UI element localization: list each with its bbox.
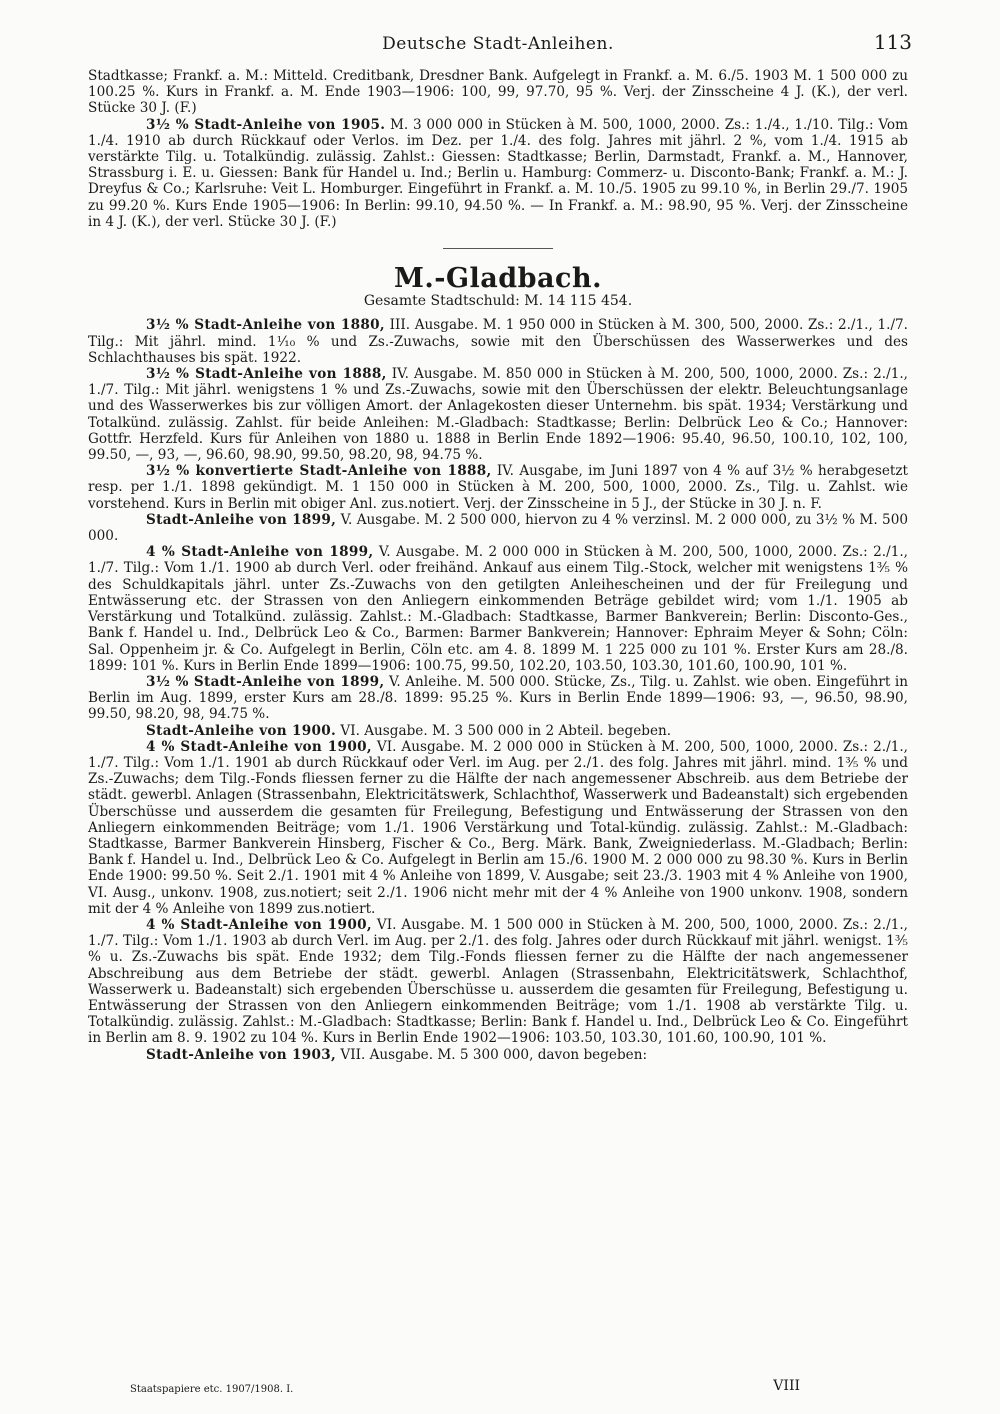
body-text — [88, 68, 908, 1063]
total-debt: Gesamte Stadtschuld: M. 14 115 454. — [363, 293, 633, 310]
loan-1905-title: 3½ % Stadt-Anleihe von 1905. — [146, 116, 386, 133]
loan-1905-paragraph — [88, 117, 908, 230]
loan-text: VI. Ausgabe. M. 2 000 000 in Stücken à M. 200, 500, 1000, 2000. Zs.: 2./1., 1./7. Tilg.: Vom 1./1. 1901 ab durch Rückkauf oder Verl. im Aug. per 2./1. des folg. Jahres mit jährl. mind. 1³⁄₅ % und Zs.-Zuwachs; dem Tilg.-Fonds fliessen ferner zu die Hälfte der nach angemessener Abschreib. aus dem Betriebe der städt. gewerbl. Anlagen (Strassenbahn, Elektricitätswerk, Schlachthof, Wasserwerk und Badeanstalt) sich ergebenden Überschüsse und ausserdem die gesamten für Freilegung, Befestigung und Entwässerung der Strassen von den Anliegern einkommenden Beiträge; vom 1./1. 1906 Verstärkung und Total-kündig. zulässig. Zahlst.: M.-Gladbach: Stadtkasse, Barmer Bankverein Hinsberg, Fischer & Co., Berg. Märk. Bank, Zweigniederlass. M.-Gladbach; Berlin: Bank f. Handel u. Ind., Delbrück Leo & Co. Aufgelegt in Berlin am 15./6. 1900 M. 2 000 000 zu 98.30 %. Kurs in Berlin Ende 1900: 99.50 %. Seit 2./1. 1901 mit 4 % Anleihe von 1899, V. Ausgabe; seit 23./3. 1903 mit 4 % Anleihe von 1900, VI. Ausg., unkonv. 1908, zus.notiert; seit 2./1. 1906 nicht mehr mit der 4 % Anleihe von 1900 unkonv. 1908, sondern mit der 4 % Anleihe von 1899 zus.notiert. — [88, 738, 908, 917]
city-heading: M.-Gladbach. — [393, 263, 603, 295]
loan-title: Stadt-Anleihe von 1900. — [146, 722, 337, 739]
loan-paragraph — [88, 674, 908, 723]
loan-title: 3½ % Stadt-Anleihe von 1880, — [146, 317, 385, 334]
loan-text: VI. Ausgabe. M. 3 500 000 in 2 Abteil. begeben. — [340, 722, 672, 739]
loan-paragraph — [88, 739, 908, 917]
loan-title: 4 % Stadt-Anleihe von 1899, — [146, 544, 374, 561]
loan-paragraph — [88, 463, 908, 512]
page-number: 113 — [873, 30, 912, 54]
loan-text: V. Ausgabe. M. 2 500 000, hiervon zu 4 % verzinsl. M. 2 000 000, zu 3½ % M. 500 000. — [88, 511, 908, 545]
loan-title: 3½ % Stadt-Anleihe von 1899, — [146, 673, 385, 690]
loan-paragraph — [88, 917, 908, 1047]
loan-text: IV. Ausgabe, im Juni 1897 von 4 % auf 3½ % herabgesetzt resp. per 1./1. 1898 gekündigt. M. 1 150 000 in Stücken à M. 200, 500, 1000, 2000. Zs., Tilg. u. Zahlst. wie vorstehend. Kurs in Berlin mit obiger Anl. zus.notiert. Verj. der Zinsscheine in 5 J., der Stücke in 30 J. n. F. — [88, 463, 909, 512]
loan-text: V. Ausgabe. M. 2 000 000 in Stücken à M. 200, 500, 1000, 2000. Zs.: 2./1., 1./7. Tilg.: Vom 1./1. 1900 ab durch Verl. oder freihänd. Ankauf aus einem Tilg.-Stock, welcher mit wenigstens 1³⁄₅ % des Schuldkapitals jährl. unter Zs.-Zuwachs von den getilgten Anleihescheinen und der für Freilegung und Entwässerung etc. der Strassen von den Anliegern einkommenden Beträge gebildet wird; vom 1./1. 1905 ab Verstärkung und Totalkünd. zulässig. Zahlst.: M.-Gladbach: Stadtkasse, Barmer Bankverein; Berlin: Disconto-Ges., Bank f. Handel u. Ind., Delbrück Leo & Co., Barmen: Barmer Bankverein; Hannover: Ephraim Meyer & Sohn; Cöln: Sal. Oppenheim jr. & Co. Aufgelegt in Berlin, Cöln etc. am 4. 8. 1899 M. 1 225 000 zu 101 %. Erster Kurs am 28./8. 1899: 101 %. Kurs in Berlin Ende 1899—1906: 100.75, 99.50, 102.20, 103.50, 103.30, 101.60, 100.90, 101 %. — [88, 544, 908, 674]
section-divider — [443, 248, 553, 249]
loan-paragraph — [88, 512, 908, 544]
loan-text: IV. Ausgabe. M. 850 000 in Stücken à M. 200, 500, 1000, 2000. Zs.: 2./1., 1./7. Tilg.: Mit jährl. wenigstens 1 % und Zs.-Zuwachs, sowie mit den Überschüssen der elektr. Beleuchtungsanlage und des Wasserwerkes bis zur völligen Amort. der Anlagekosten dieser Unternehm. bis spät. 1934; Verstärkung und Totalkünd. zulässig. Zahlst. für beide Anleihen: M.-Gladbach: Stadtkasse; Berlin: Delbrück Leo & Co.; Hannover: Gottfr. Herzfeld. Kurs für Anleihen von 1880 u. 1888 in Berlin Ende 1892—1906: 95.40, 96.50, 100.10, 102, 100, 99.50, —, 93, —, 96.60, 98.90, 99.50, 98.20, 98, 94.75 %. — [88, 366, 909, 464]
loan-paragraph — [88, 544, 908, 674]
loan-title: Stadt-Anleihe von 1899, — [146, 511, 337, 528]
signature-mark: VIII — [773, 1378, 800, 1394]
loan-text: III. Ausgabe. M. 1 950 000 in Stücken à M. 300, 500, 2000. Zs.: 2./1., 1./7. Tilg.: Mit jährl. mind. 1¹⁄₁₀ % und Zs.-Zuwachs, sowie mit den Überschüssen des Wasserwerkes und des Schlachthauses bis spät. 1922. — [88, 317, 908, 366]
loan-title: 3½ % konvertierte Stadt-Anleihe von 1888, — [146, 463, 492, 480]
loan-1905-text: M. 3 000 000 in Stücken à M. 500, 1000, 2000. Zs.: 1./4., 1./10. Tilg.: Vom 1./4. 1910 ab durch Rückkauf oder Verlos. im Dez. per 1./4. des folg. Jahres mit jährl. 2 %, vom 1./4. 1915 ab verstärkte Tilg. u. Totalkündig. zulässig. Zahlst.: Giessen: Stadtkasse; Berlin, Darmstadt, Frankf. a. M., Hannover, Strassburg i. E. u. Giessen: Bank für Handel u. Ind.; Berlin u. Hamburg: Commerz- u. Disconto-Bank; Frankf. a. M.: J. Dreyfus & Co.; Karlsruhe: Veit L. Homburger. Eingeführt in Frankf. a. M. 10./5. 1905 zu 99.10 %, in Berlin 29./7. 1905 zu 99.20 %. Kurs Ende 1905—1906: In Berlin: 99.10, 94.50 %. — In Frankf. a. M.: 98.90, 95 %. Verj. der Zinsscheine in 4 J. (K.), der verl. Stücke 30 J. (F.) — [88, 116, 908, 230]
loan-title: 4 % Stadt-Anleihe von 1900, — [146, 916, 372, 933]
loan-text: V. Anleihe. M. 500 000. Stücke, Zs., Tilg. u. Zahlst. wie oben. Eingeführt in Berlin im Aug. 1899, erster Kurs am 28./8. 1899: 95.25 %. Kurs in Berlin Ende 1899—1906: 93, —, 96.50, 98.90, 99.50, 98.20, 98, 94.75 %. — [88, 673, 908, 723]
loan-paragraph — [88, 366, 908, 463]
intro-paragraph: Stadtkasse; Frankf. a. M.: Mitteld. Creditbank, Dresdner Bank. Aufgelegt in Frankf. a. M. 6./5. 1903 M. 1 500 000 zu 100.25 %. Kurs in Frankf. a. M. Ende 1903—1906: 100, 99, 97.70, 95 %. Verj. der Zinsscheine 4 J. (K.), der verl. Stücke 30 J. (F.) — [88, 68, 908, 117]
loan-title: Stadt-Anleihe von 1903, — [146, 1046, 337, 1063]
loan-paragraph — [88, 1047, 908, 1063]
loan-title: 3½ % Stadt-Anleihe von 1888, — [146, 366, 387, 383]
loan-text: VII. Ausgabe. M. 5 300 000, davon begeben: — [340, 1046, 648, 1063]
loan-title: 4 % Stadt-Anleihe von 1900, — [146, 738, 372, 755]
loan-paragraph — [88, 317, 908, 366]
header-title: Deutsche Stadt-Anleihen. — [382, 34, 614, 54]
loan-text: VI. Ausgabe. M. 1 500 000 in Stücken à M. 200, 500, 1000, 2000. Zs.: 2./1., 1./7. Tilg.: Vom 1./1. 1903 ab durch Verl. im Aug. per 2./1. des folg. Jahres oder durch Rückkauf mit jährl. wenigst. 1³⁄₅ % u. Zs.-Zuwachs bis spät. Ende 1932; dem Tilg.-Fonds fliessen ferner zu die Hälfte der nach angemessener Abschreibung aus dem Betriebe der städt. gewerbl. Anlagen (Strassenbahn, Elektricitätswerk, Schlachthof, Wasserwerk u. Badeanstalt) sich ergebenden Überschüsse u. ausserdem die gesamten für Freilegung, Befestigung u. Entwässerung der Strassen von den Anliegern einkommenden Beiträge; vom 1./1. 1908 ab verstärkte Tilg. u. Totalkündig. zulässig. Zahlst.: M.-Gladbach: Stadtkasse; Berlin: Bank f. Handel u. Ind., Delbrück Leo & Co. Eingeführt in Berlin am 8. 9. 1902 zu 104 %. Kurs in Berlin Ende 1902—1906: 103.50, 103.30, 101.60, 100.90, 101 %. — [88, 916, 908, 1047]
footer-note: Staatspapiere etc. 1907/1908. I. — [130, 1384, 294, 1395]
loan-paragraph — [88, 723, 908, 739]
running-header — [88, 28, 912, 68]
